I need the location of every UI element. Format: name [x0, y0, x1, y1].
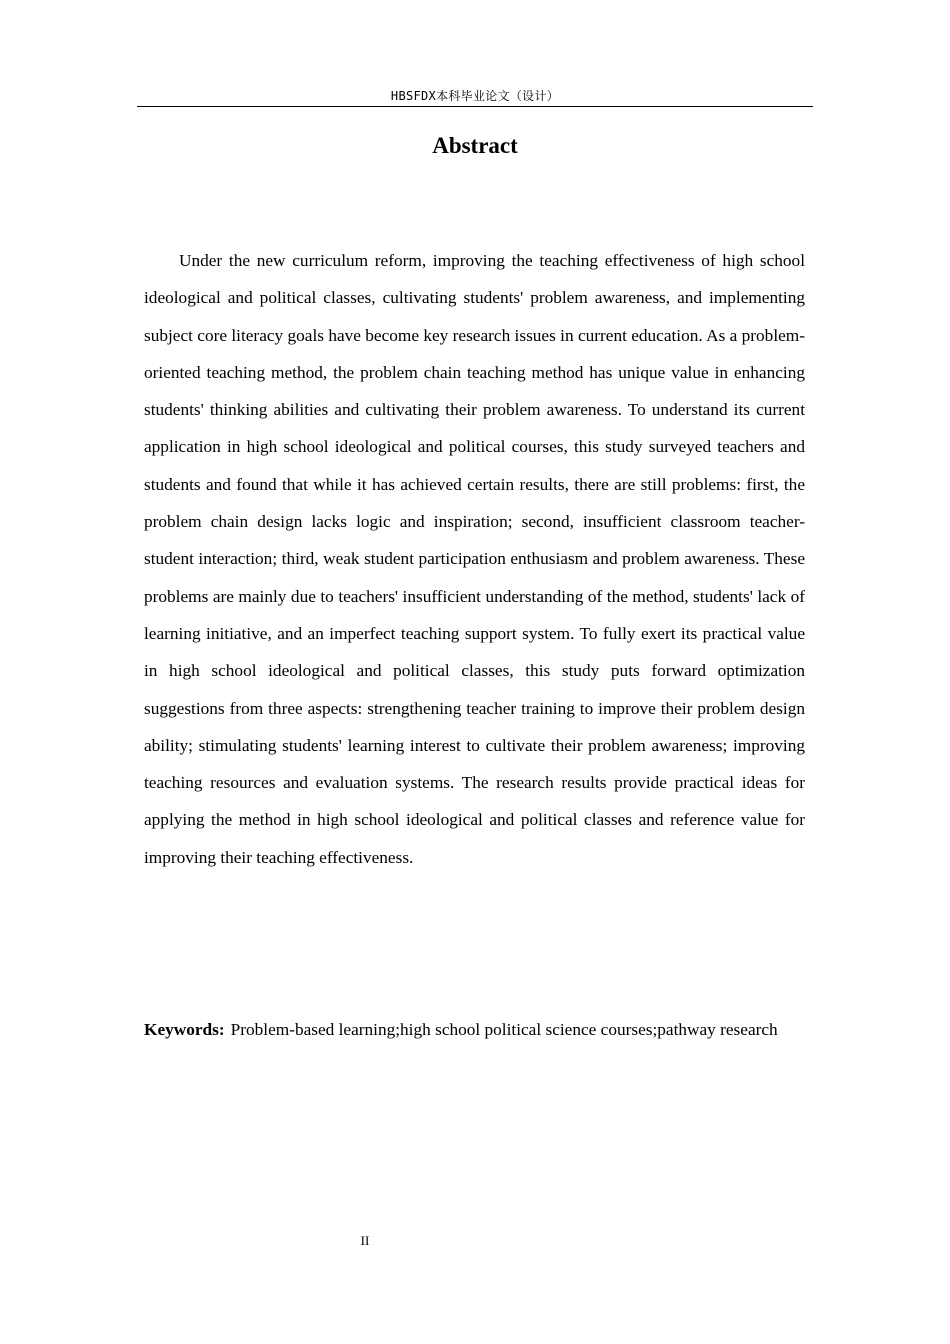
page-header — [137, 86, 813, 107]
page-header-text: HBSFDX本科毕业论文（设计） — [390, 89, 560, 103]
abstract-title: Abstract — [432, 133, 518, 158]
keywords-paragraph — [144, 1015, 805, 1044]
keywords-label: Keywords: — [144, 1020, 225, 1039]
keywords-text: Problem-based learning;high school political science courses;pathway research — [230, 1020, 778, 1039]
abstract-body: Under the new curriculum reform, improving the teaching effectiveness of high school ideological and political classes, cultivating students' problem awareness, and implementing subject core literacy goals have become key research issues in current education. As a problem-oriented teaching method, the problem chain teaching method has unique value in enhancing students' thinking abilities and cultivating their problem awareness. To understand its current application in high school ideological and political courses, this study surveyed teachers and students and found that while it has achieved certain results, there are still problems: first, the problem chain design lacks logic and inspiration; second, insufficient classroom teacher-student interaction; third, weak student participation enthusiasm and problem awareness. These problems are mainly due to teachers' insufficient understanding of the method, students' lack of learning initiative, and an imperfect teaching support system. To fully exert its practical value in high school ideological and political classes, this study puts forward optimization suggestions from three aspects: strengthening teacher training to improve their problem design ability; stimulating students' learning interest to cultivate their problem awareness; improving teaching resources and evaluation systems. The research results provide practical ideas for applying the method in high school ideological and political classes and reference value for improving their teaching effectiveness. — [144, 251, 805, 867]
page-number: II — [360, 1233, 370, 1248]
